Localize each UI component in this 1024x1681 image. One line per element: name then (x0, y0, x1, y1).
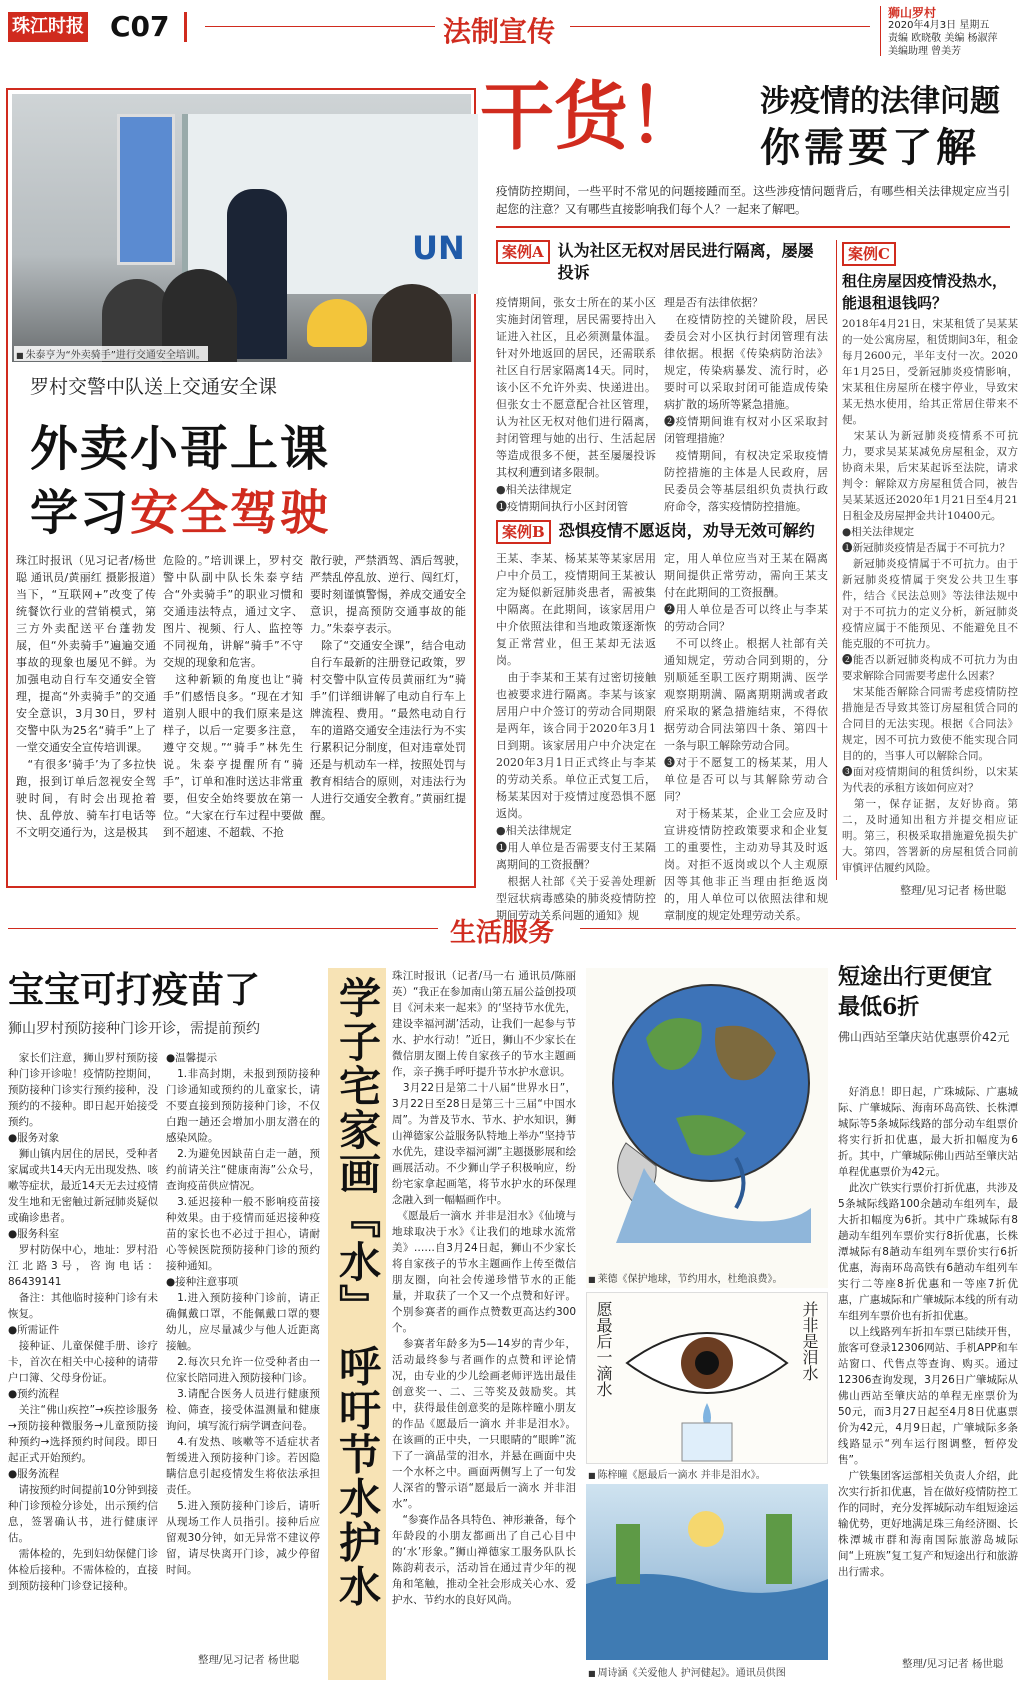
feature-column-divider (836, 240, 837, 880)
artwork-globe (586, 968, 828, 1288)
case-c-tag: 案例C (842, 242, 896, 266)
case-a-header (496, 240, 826, 284)
eye-drawing (587, 1293, 829, 1465)
case-c-title: 租住房屋因疫情没热水，能退租退钱吗？ (842, 272, 1008, 312)
artwork-eye (586, 1292, 828, 1464)
traffic-title-line1: 外卖小哥上课 (30, 421, 331, 477)
artwork-eye-caption: ■ 陈梓曈《愿最后一滴水 并非是泪水》。 (588, 1466, 766, 1481)
traffic-kicker: 罗村交警中队送上交通安全课 (30, 376, 278, 398)
water-body: 珠江时报讯（记者/马一右 通讯员/陈丽英）“我正在参加南山第五届公益创投项目《河未来一起来》的‘坚持节水优先，建设幸福河湖’活动，让我们一起参与节水、护水行动！”近日，狮山不少家长在微信朋友圈上传自家孩子的节水主题画作，亲子携手呼吁提升节水护水意识。 3月22日是第二十八届“世界水日”，3月22日至28日是第三十三届“中国水周”。为普及节水、节水、护水知识，狮山禅德家公益服务队特地上举办“坚持节水优先，建设幸福河湖”主题摄影展和绘画展活动。不少狮山学子积极响应，纷纷宅家拿起画笔，将节水护水的环保理念融入到一幅幅画作中。 《愿最后一滴水 并非是泪水》《仙境与地球取决于水》《让我们的地球水流常美》……自3月24日起，狮山不少家长将自家孩子的节水主题画作上传至微信朋友圈，向社会传递珍惜节水的正能量，并取获了一个又一个点赞和好评。个别参赛者的画作点赞数更高达约300个。 参赛者年龄多为5—14岁的青少年，活动最终参与者画作的点赞和评论情况，由专业的少儿绘画老师评选出最佳创意奖一、二、三等奖及鼓励奖。其中，获得最佳创意奖的是陈梓曈小朋友的作品《愿最后一滴水 并非是泪水》。在该画的正中央，一只眼睛的“眼眸”流下了一滴晶莹的泪水，并悬在画面中央一个水杯之中。画面两侧写上了一句发人深省的警示语“愿最后一滴水 并非泪水”。 “参赛作品各具特色、神形兼备，每个年龄段的小朋友都画出了自己心目中的‘水’形象。”狮山禅德家工服务队队长陈韵莉表示，活动旨在通过青少年的视角和笔触，推动全社会形成关心水、爱护水、节约水的良好风尚。 (392, 970, 576, 1606)
traffic-col-2: 危险的。”培训课上，罗村交警中队副中队长朱泰亨结合“外卖骑手”的职业习惯和交通违法特点，通过文字、图片、视频、行人、监控等不同视角，讲解“骑手”不守交规的现象和危害。 这种新颖的角度也让“骑手”们感悟良多。“现在才知道别人眼中的我们原来是这样子，以后一定要多注意，遵守交规。”“骑手”林先生说。朱泰亨提醒所有“骑手”，订单和准时送达非常重要，但安全始终要放在第一位。“大家在行车过程中要做到不超速、不超载、不抢 (163, 554, 303, 839)
case-a-col-1: 疫情期间，张女士所在的某小区实施封闭管理，居民需要持出入证进入社区，且必须测量体温。针对外地返回的居民，还需联系社区自行居家隔离14天。同时，该小区不允许外卖、快递进出。但张女士不愿意配合社区管理，认为社区无权对他们进行隔离，封闭管理与她的出行、生活起居等造成很多不便，甚至屡屡投诉其权利遭到诸多限制。 ●相关法律规定 ❶疫情期间执行小区封闭管 (496, 296, 656, 513)
vaccine-subtitle: 狮山罗村预防接种门诊开诊，需提前预约 (8, 1021, 260, 1037)
eye-text-right: 并非是泪水 (800, 1301, 819, 1381)
traffic-col-1: 珠江时报讯（见习记者/杨世聪 通讯员/黄丽红 摄影报道）当下，“互联网+”改变了传统餐饮行业的营销模式，第三方外卖配送平台蓬勃发展，但“外卖骑手”遍遍交通事故的现象也屡见不鲜。为加强电动自行车交通安全管理，提高“外卖骑手”的交通安全意识，3月30日，罗村交警中队为25名“骑手”上了一堂交通安全宣传培训课。 “有很多‘骑手’为了多拉快跑，报到订单后忽视安全驾驶时间，有时会出现抢着快、乱停放、骑车打电话等不文明交通行为，这是极其 (16, 554, 156, 839)
masthead (0, 0, 1024, 60)
case-b-col-1: 王某、李某、杨某某等某家居用户中介员工，疫情期间王某被认定为疑似新冠肺炎患者，需被集中隔离。在此期间，该家居用户中介依照法律和当地政策逐渐恢复正常营业，但王某却无法返岗。 由于李某和王某有过密切接触也被要求进行隔离。李某与该家居用户中介签订的劳动合同期限是两年，该合同于2020年3月1日到期。该家居用户中介决定在2020年3月1日正式终止与李某的劳动关系。单位正式复工后，杨某某因对于疫情过度恐惧不愿返岗。 ●相关法律规定 ❶用人单位是否需要支付王某隔离期间的工资报酬？ 根据人社部《关于妥善处理新型冠状病毒感染的肺炎疫情防控期间劳动关系问题的通知》规 (496, 552, 656, 922)
globe-drawing (586, 968, 828, 1268)
section-title: 法制宣传 (443, 15, 556, 48)
editor-assistant: 美编助理 曾美芳 (888, 46, 962, 57)
life-rule-right (580, 928, 1016, 929)
case-b-tag: 案例B (496, 520, 551, 544)
poster-board (117, 114, 175, 265)
training-photo (12, 94, 471, 362)
case-a-col-2: 理是否有法律依据？ 在疫情防控的关键阶段，居民委员会对小区执行封闭管理有法律依据。根据《传染病防治法》规定，传染病暴发、流行时，必要时可以采取封闭可能造成传染病扩散的场所等紧急措施。 ❷疫情期间谁有权对小区采取封闭管理措施？ 疫情期间，有权决定采取疫情防控措施的主体是人民政府，居民委员会等基层组织负责执行政府命令，落实疫情防控措施。 (664, 296, 828, 513)
traffic-title-safe: 安全驾驶 (130, 485, 331, 541)
feature-title-line2: 你需要了解 (760, 124, 980, 171)
vaccine-signature: 整理/见习记者 杨世聪 (198, 1654, 300, 1666)
traffic-title-learn: 学习 (30, 485, 131, 541)
case-c-header (842, 242, 1018, 314)
rail-subtitle: 佛山西站至肇庆站优惠票价42元 (838, 1030, 1010, 1044)
vaccine-col-2: ●温馨提示 1.非高封期，未报到预防接种门诊通知或预约的儿童家长，请不要直接到预防接种门诊，不仅白跑一趟还会增加小朋友潜在的感染风险。 2.为避免因缺苗白走一趟，预约前请关注“健康南海”公众号，查询疫苗供应情况。 3.延迟接种一般不影响疫苗接种效果。由于疫情而延迟接种疫苗的家长也不必过于担心，请耐心等候医院预防接种门诊的预约接种通知。 ●接种注意事项 1.进入预防接种门诊前，请正确佩戴口罩，不能佩戴口罩的婴幼儿，应尽量减少与他人近距离接触。 2.每次只允许一位受种者由一位家长陪同进入预防接种门诊。 3.请配合医务人员进行健康预检、筛查，接受体温测量和健康询问，填写流行病学调查问卷。 4.有发热、咳嗽等不适症状者暂缓进入预防接种门诊。若因隐瞒信息引起疫情发生将依法承担责任。 5.进入预防接种门诊后，请听从现场工作人员指引。接种后应留观30分钟，如无异常不建议停留，请尽快离开门诊，减少停留时间。 (166, 1052, 320, 1576)
vaccine-title: 宝宝可打疫苗了 (8, 969, 261, 1011)
feature-intro: 疫情防控期间，一些平时不常见的问题接踵而至。这些涉疫情问题背后，有哪些相关法律规定应当引起您的注意？又有哪些直接影响我们每个人？一起来了解吧。 (496, 184, 1010, 216)
life-section-title: 生活服务 (450, 918, 555, 948)
rail-body: 好消息！即日起，广珠城际、广惠城际、广肇城际、海南环岛高铁、长株潭城际等5条城际线路的部分动车组票价将实行折扣优惠，最大折扣幅度为6折。其中，广肇城际佛山西站至肇庆站单程优惠票价为42元。 此次广铁实行票价打折优惠，共涉及5条城际线路100余趟动车组列车，最大折扣幅度为6折。其中广珠城际有8趟动车组列车票价实行8折优惠，长株潭城际有8趟动车组列车票价实行6折优惠，海南环岛高铁有6趟动车组列车实行二等座8折优惠和一等座7折优惠，广惠城际和广肇城际本线的所有动车组列车票价也有折扣优惠。 以上线路列车折扣车票已陆续开售，旅客可登录12306网站、手机APP和车站窗口、代售点等查询、购买。通过12306查询发现，3月26日广肇城际从佛山西站至肇庆站的单程无座票价为50元，而3月27日起至4月8日优惠票价为42元，4月9日起，广肇城际多条线路显示“列车运行图调整，暂停发售”。 广铁集团客运部相关负责人介绍，此次实行折扣优惠，旨在做好疫情防控工作的同时，充分发挥城际动车组短途运输优势，更好地满足珠三角经济圈、长株潭城市群和海南国际旅游岛城际间“上班族”复工复产和短途出行和旅游出行需求。 (838, 1086, 1018, 1578)
traffic-col-3: 散行驶，严禁酒驾、酒后驾驶，严禁乱停乱放、逆行、闯红灯，要时刻谨慎警惕，养成交通安全意识，提高预防交通事故的能力。”朱泰亨表示。 除了“交通安全课”，结合电动自行车最新的注册登记政策，罗村交警中队宣传员黄丽红为“骑手”们详细讲解了电动自行车上牌流程、费用。“最然电动自行车的道路交通安全违法行为不实行累积记分制度，但对违章处罚还是与机动车一样，按照处罚与教育相结合的原则，对违法行为人进行交通安全教育。”黄丽红提醒。 (310, 554, 466, 822)
editor-credits: 责编 欧晓敬 美编 杨淑萍 (888, 33, 998, 44)
life-rule-left (8, 928, 438, 929)
case-c-signature: 整理/见习记者 杨世聪 (900, 884, 1007, 897)
eye-text-left: 愿最后一滴水 (594, 1301, 613, 1397)
rail-signature: 整理/见习记者 杨世聪 (902, 1658, 1004, 1670)
yellow-helmet (307, 299, 367, 347)
screen-logo-text: UN (412, 229, 465, 267)
paper-logo: 珠江时报 (8, 12, 88, 42)
rail-title: 短途出行更便宜 最低6折 (838, 964, 993, 1020)
case-a-tag: 案例A (496, 240, 550, 264)
training-photo-caption: ■ 朱泰亨为“外卖骑手”进行交通安全培训。 (14, 346, 208, 361)
feature-big-title: 干货！ (480, 74, 702, 160)
feature-title-line1: 涉疫情的法律问题 (760, 84, 1000, 119)
case-c-body: 2018年4月21日，宋某租赁了吴某某的一处公寓房屋，租赁期间3年，租金每月2600元，半年支付一次。2020年1月25日，受新冠肺炎疫情影响，宋某租住房屋所在楼宇停业，导致宋某无热水使用，给其正常居住带来不便。 宋某认为新冠肺炎疫情系不可抗力，要求吴某某减免房屋租金，双方协商未果，后宋某起诉至法院，请求判令：解除双方房屋租赁合同，被告吴某某返还2020年1月21日至4月21日租金及房屋押金共计10400元。 ●相关法律规定 ❶新冠肺炎疫情是否属于不可抗力？ 新冠肺炎疫情属于不可抗力。由于新冠肺炎疫情属于突发公共卫生事件，结合《民法总则》等法律法规中对于不可抗力的定义分析，新冠肺炎疫情应属于不能预见、不能避免且不能克服的不可抗力。 ❷能否以新冠肺炎构成不可抗力为由要求解除合同需要考虑什么因素？ 宋某能否解除合同需考虑疫情防控措施是否导致其签订房屋租赁合同的合同目的无法实现。根据《合同法》规定，因不可抗力致使不能实现合同目的的，当事人可以解除合同。 ❸面对疫情期间的租赁纠纷，以宋某为代表的承租方该如何应对？ 第一，保存证据，友好协商。第二，及时通知出租方并提交相应证明。第三，积极采取措施避免损失扩大。第四，答署新的房屋租赁合同前审慎评估履约风险。 (842, 318, 1018, 874)
case-b-title: 恐惧疫情不愿返岗，劝导无效可解约 (558, 521, 815, 540)
artwork-river (586, 1484, 828, 1660)
page-number: C07 (110, 10, 170, 43)
case-a-title: 认为社区无权对居民进行隔离，屡屡投诉 (557, 241, 814, 282)
audience-head-3 (372, 284, 452, 362)
section-rule-right (570, 26, 870, 27)
artwork-river-caption: ■ 周诗涵《关爱他人 护河健起》。通讯员供图 (588, 1664, 786, 1679)
artwork-globe-caption: ■ 莱德《保护地球，节约用水，杜绝浪费》。 (588, 1270, 783, 1285)
section-rule-left (205, 26, 435, 27)
river-drawing (586, 1484, 828, 1660)
traffic-title-line2 (30, 474, 330, 543)
vaccine-col-1: 家长们注意，狮山罗村预防接种门诊开诊啦！疫情防控期间，预防接种门诊实行预约接种，没预约的不接种。即日起开始接受预约。 ●服务对象 狮山镇内居住的居民，受种者家属或共14天内无出现发热、咳嗽等症状，最近14天无去过疫情发生地和无密触过新冠肺炎疑似或确诊患者。 ●服务科室 罗村防保中心，地址：罗村沿江北路3号，咨询电话：86439141 备注：其他临时接种门诊有未恢复。 ●所需证件 接种证、儿童保健手册、诊疗卡，首次在相关中心接种的请带户口簿、父母身份证。 ●预约流程 关注“佛山疾控”→疾控诊服务→预防接种微服务→儿童预防接种预约→选择预约时间段。即日起正式开始预约。 ●服务流程 请按预约时间提前10分钟到接种门诊预检分诊处，出示预约信息，签署确认书，进行健康评估。 需体检的，先到妇幼保健门诊体检后接种。不需体检的，直接到预防接种门诊登记接种。 (8, 1052, 158, 1592)
issue-date: 2020年4月3日 星期五 (888, 20, 990, 31)
water-title: 学子宅家画『水』 呼吁节水护水 (333, 976, 382, 1609)
case-b-header (496, 520, 826, 544)
case-b-col-2: 定，用人单位应当对王某在隔离期间提供正常劳动，需向王某支付在此期间的工资报酬。 ❷用人单位是否可以终止与李某的劳动合同？ 不可以终止。根据人社部有关通知规定，劳动合同到期的，分别顺延至职工医疗期期满、医学观察期期满、隔离期期满或者政府采取的紧急措施结束，不得依据劳动合同法第四十条、第四十一条与职工解除劳动合同。 ❸对于不愿复工的杨某某，用人单位是否可以与其解除劳动合同？ 对于杨某某，企业工会应及时宣讲疫情防控政策要求和企业复工的重要性，主动劝导其及时返岗。对拒不返岗或以个人主观原因等其他非正当理由拒绝返岗的，用人单位可以依照法律和规章制度的规定处理劳动关系。 (664, 552, 828, 922)
edition-label: 狮山罗村 (888, 6, 937, 20)
